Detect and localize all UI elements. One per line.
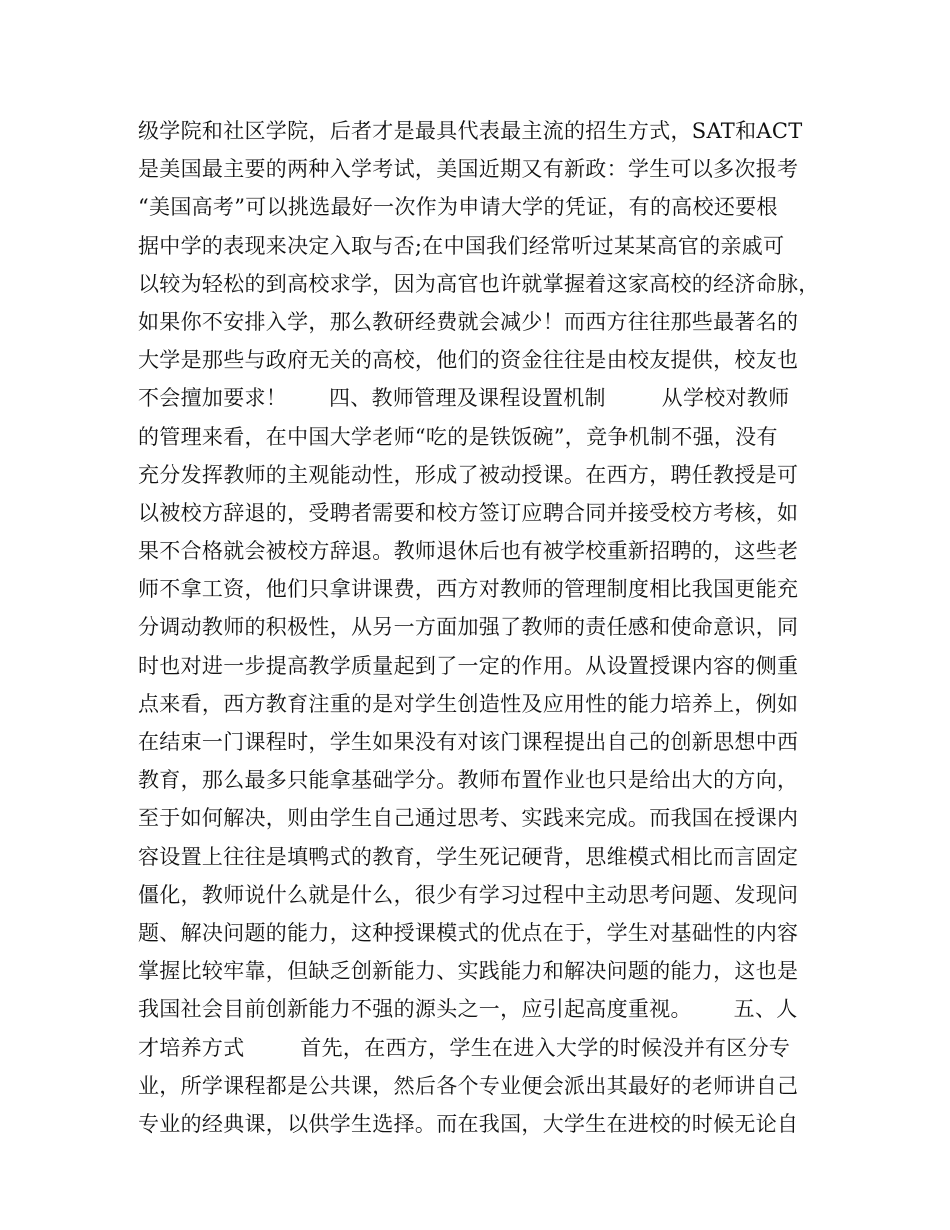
text-line: 我国社会目前创新能力不强的源头之一，应引起高度重视。 五、人 bbox=[138, 997, 798, 1022]
text-line: 至于如何解决，则由学生自己通过思考、实践来完成。而我国在授课内 bbox=[138, 806, 799, 831]
text-line: 以较为轻松的到高校求学，因为高官也许就掌握着这家高校的经济命脉， bbox=[138, 271, 820, 296]
text-line: 教育，那么最多只能拿基础学分。教师布置作业也只是给出大的方向， bbox=[138, 768, 799, 793]
text-line: 题、解决问题的能力，这种授课模式的优点在于，学生对基础性的内容 bbox=[138, 920, 799, 945]
text-line: 专业的经典课，以供学生选择。而在我国，大学生在进校的时候无论自 bbox=[138, 1111, 799, 1136]
text-line: 充分发挥教师的主观能动性，形成了被动授课。在西方，聘任教授是可 bbox=[138, 462, 799, 487]
text-line: 才培养方式 首先，在西方，学生在进入大学的时候没并有区分专 bbox=[138, 1035, 791, 1060]
text-line: 业，所学课程都是公共课，然后各个专业便会派出其最好的老师讲自己 bbox=[138, 1073, 799, 1098]
text-line: 的管理来看，在中国大学老师“吃的是铁饭碗”，竞争机制不强，没有 bbox=[138, 424, 778, 449]
text-line: 僵化，教师说什么就是什么，很少有学习过程中主动思考问题、发现问 bbox=[138, 882, 799, 907]
text-line: 如果你不安排入学，那么教研经费就会减少！而西方往往那些最著名的 bbox=[138, 309, 799, 334]
text-line: 果不合格就会被校方辞退。教师退休后也有被学校重新招聘的，这些老 bbox=[138, 539, 799, 564]
text-line: 掌握比较牢靠，但缺乏创新能力、实践能力和解决问题的能力，这也是 bbox=[138, 959, 799, 984]
text-line: 以被校方辞退的，受聘者需要和校方签订应聘合同并接受校方考核，如 bbox=[138, 500, 799, 525]
text-line: 容设置上往往是填鸭式的教育，学生死记硬背，思维模式相比而言固定 bbox=[138, 844, 799, 869]
text-line: 师不拿工资，他们只拿讲课费，西方对教师的管理制度相比我国更能充 bbox=[138, 577, 799, 602]
text-line: 级学院和社区学院，后者才是最具代表最主流的招生方式，SAT和ACT bbox=[138, 119, 803, 143]
text-line: 大学是那些与政府无关的高校，他们的资金往往是由校友提供，校友也 bbox=[138, 348, 799, 373]
text-line: 是美国最主要的两种入学考试，美国近期又有新政：学生可以多次报考 bbox=[138, 157, 799, 182]
text-line: “美国高考”可以挑选最好一次作为申请大学的凭证，有的高校还要根 bbox=[138, 195, 778, 220]
body-text bbox=[138, 112, 828, 1143]
text-line: 点来看，西方教育注重的是对学生创造性及应用性的能力培养上，例如 bbox=[138, 691, 799, 716]
text-line: 分调动教师的积极性，从另一方面加强了教师的责任感和使命意识，同 bbox=[138, 615, 799, 640]
text-line: 不会擅加要求！ 四、教师管理及课程设置机制 从学校对教师 bbox=[138, 386, 790, 411]
text-line: 时也对进一步提高教学质量起到了一定的作用。从设置授课内容的侧重 bbox=[138, 653, 799, 678]
text-line: 在结束一门课程时，学生如果没有对该门课程提出自己的创新思想中西 bbox=[138, 730, 799, 754]
text-line: 据中学的表现来决定入取与否;在中国我们经常听过某某高官的亲戚可 bbox=[138, 233, 785, 258]
